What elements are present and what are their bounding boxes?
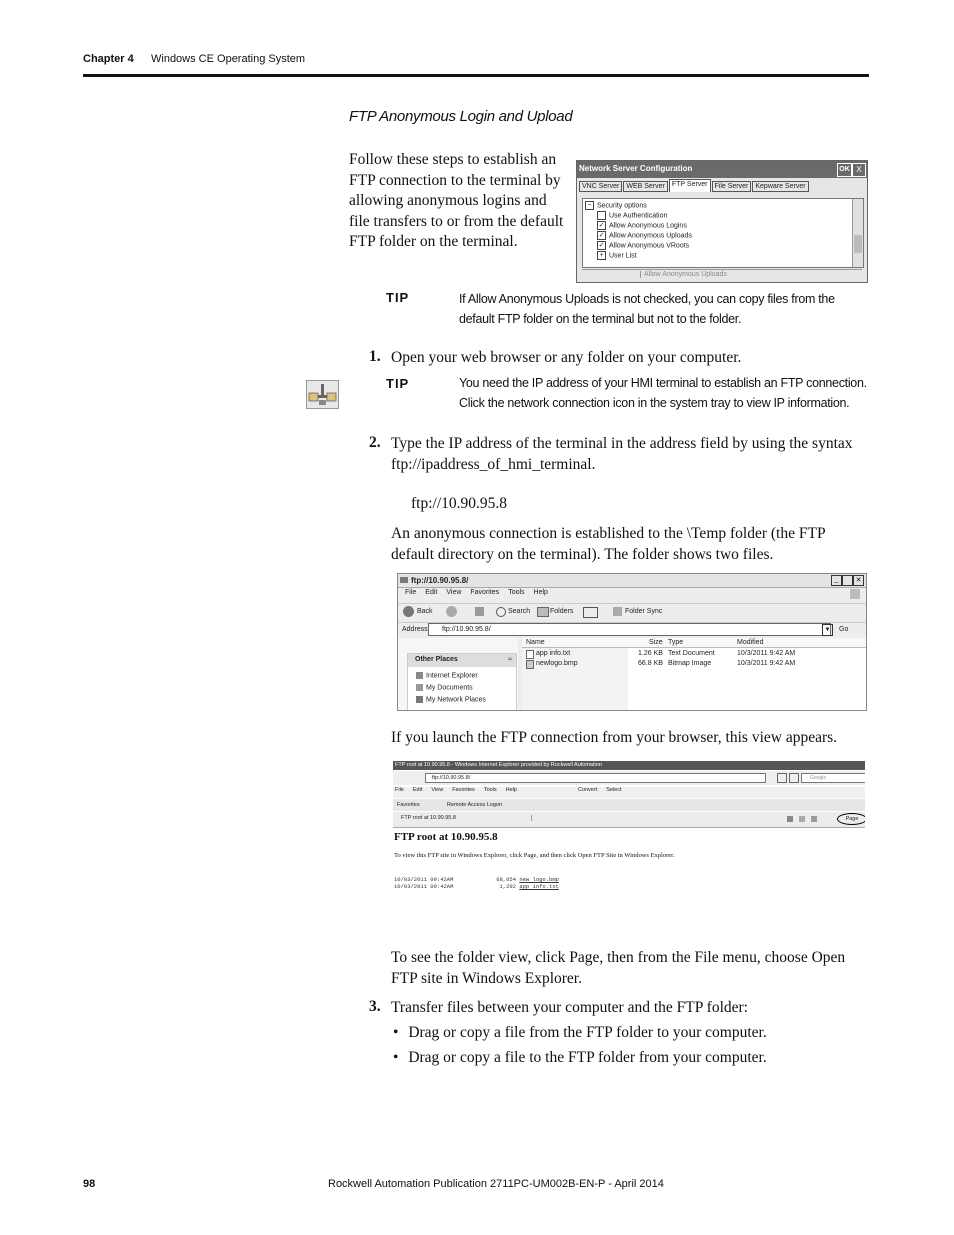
tree-anonymous-vroots: Allow Anonymous VRoots: [609, 242, 690, 250]
ie-select-button[interactable]: Select: [606, 787, 622, 793]
search-button[interactable]: Search: [508, 608, 531, 615]
ie-icon: [416, 672, 423, 679]
publication-info: Rockwell Automation Publication 2711PC-UM002B-EN-P - April 2014: [328, 1178, 664, 1190]
address-input[interactable]: ftp://10.90.95.8/: [428, 623, 831, 636]
windows-logo-icon: [850, 589, 860, 599]
ie-menu-tools[interactable]: Tools: [483, 787, 497, 793]
nsc-title: Network Server Configuration: [579, 164, 693, 173]
table-row[interactable]: [522, 659, 866, 669]
ie-address-input[interactable]: ftp://10.90.95.8/: [425, 773, 766, 783]
listing-row: [394, 876, 559, 883]
ie-menu-file[interactable]: File: [395, 787, 404, 793]
ie-feeds-icon[interactable]: [799, 816, 805, 822]
nsc-close-button[interactable]: X: [852, 163, 866, 177]
ie-remote-access-link[interactable]: Remote Access Logon: [447, 802, 503, 808]
nsc-title-bar: [577, 161, 867, 178]
column-type[interactable]: Type: [668, 639, 684, 646]
column-modified[interactable]: Modified: [737, 639, 764, 646]
explorer-title: ftp://10.90.95.8/: [411, 576, 469, 585]
file-size: 66.8 KB: [638, 660, 663, 667]
up-folder-icon[interactable]: [475, 607, 484, 616]
explorer-address-bar: [398, 623, 866, 637]
folders-icon[interactable]: [537, 607, 549, 617]
ie-menu-favorites[interactable]: Favorites: [452, 787, 475, 793]
step2-text: Type the IP address of the terminal in the address field by using the syntax ftp://ipaddress_of_hmi_terminal.: [391, 435, 853, 473]
other-places-panel: [407, 653, 517, 711]
page-number: 98: [83, 1178, 96, 1190]
nsc-options-tree: [582, 198, 864, 268]
ftp-example: ftp://10.90.95.8: [411, 495, 508, 512]
folder-view-paragraph: To see the folder view, click Page, then from the File menu, choose Open FTP site in Windows Explorer.: [391, 949, 846, 987]
place-internet-explorer[interactable]: Internet Explorer: [416, 672, 478, 679]
scroll-thumb[interactable]: [854, 235, 862, 253]
nsc-status-bar: [582, 269, 862, 280]
ie-search-input[interactable]: Google: [801, 773, 865, 783]
tip2-label: TIP: [386, 376, 410, 391]
tip1-label: TIP: [386, 290, 410, 305]
listing-date: 10/03/2011 09:42AM: [394, 876, 454, 883]
forward-arrow-icon[interactable]: [446, 606, 457, 617]
tree-anonymous-logins: Allow Anonymous Logins: [609, 222, 687, 230]
place-my-network-places[interactable]: My Network Places: [416, 696, 486, 703]
ie-menu-help[interactable]: Help: [505, 787, 517, 793]
file-name: newlogo.bmp: [536, 660, 578, 667]
network-server-config-window: [576, 160, 868, 283]
browser-view-paragraph: If you launch the FTP connection from your browser, this view appears.: [391, 729, 838, 746]
ie-menu-edit[interactable]: Edit: [412, 787, 423, 793]
menu-help[interactable]: Help: [533, 589, 548, 596]
file-size: 1.26 KB: [638, 650, 663, 657]
chapter-title: Windows CE Operating System: [151, 53, 306, 65]
minimize-button[interactable]: _: [831, 575, 842, 586]
ie-title-bar: [393, 761, 865, 770]
explorer-menu-bar: [398, 589, 866, 601]
ie-address-row: [393, 771, 865, 785]
ie-menu-bar: [393, 787, 865, 798]
file-name: app info.txt: [536, 650, 571, 657]
ie-menu-view[interactable]: View: [431, 787, 444, 793]
step1-number: 1.: [369, 348, 381, 365]
file-modified: 10/3/2011 9:42 AM: [737, 660, 796, 667]
back-button[interactable]: Back: [417, 608, 433, 615]
address-dropdown-icon[interactable]: ▼: [822, 624, 833, 636]
nsc-scrollbar[interactable]: [852, 199, 863, 267]
search-icon[interactable]: [496, 607, 506, 617]
step3-text: Transfer files between your computer and the FTP folder:: [391, 999, 748, 1016]
file-type: Text Document: [668, 650, 715, 657]
go-button[interactable]: Go: [839, 626, 849, 633]
tip2-text: You need the IP address of your HMI terminal to establish an FTP connection. Click the network connection icon in the system tray to view IP information.: [459, 376, 867, 410]
menu-file[interactable]: File: [405, 589, 417, 596]
ie-stop-icon[interactable]: [789, 773, 799, 783]
network-connection-icon: [306, 380, 339, 409]
expand-icon[interactable]: +: [597, 251, 606, 260]
use-authentication-checkbox[interactable]: [597, 211, 606, 220]
menu-edit[interactable]: Edit: [425, 589, 438, 596]
explorer-title-bar: [398, 574, 866, 588]
collapse-chevron-icon[interactable]: ≈: [508, 656, 512, 663]
menu-tools[interactable]: Tools: [508, 589, 525, 596]
tip1-text: If Allow Anonymous Uploads is not checked, you can copy files from the default FTP folder on the terminal but not to the folder.: [459, 292, 835, 326]
file-list-header: [522, 638, 866, 648]
tab-file-server[interactable]: File Server: [712, 181, 752, 192]
collapse-icon[interactable]: −: [585, 201, 594, 210]
explorer-toolbar: [398, 603, 866, 623]
anonymous-connection-paragraph: An anonymous connection is established to the \Temp folder (the FTP default directory on the terminal). The folder shows two files.: [391, 525, 825, 563]
bitmap-file-icon: [526, 660, 534, 669]
ie-page-button[interactable]: Page: [837, 813, 865, 825]
tab-ftp-server[interactable]: FTP Server: [669, 179, 711, 192]
ie-file-listing: [394, 876, 559, 890]
other-places-title: Other Places: [415, 656, 458, 663]
column-size[interactable]: Size: [649, 639, 663, 646]
header-rule: [83, 74, 869, 77]
ie-print-icon[interactable]: [811, 816, 817, 822]
tree-security-options: Security options: [597, 202, 647, 210]
text-file-icon: [526, 650, 534, 659]
tree-user-list: User List: [609, 252, 637, 260]
views-icon[interactable]: [583, 607, 598, 618]
listing-link[interactable]: new logo.bmp: [519, 876, 559, 883]
nsc-ok-button[interactable]: OK: [837, 163, 852, 177]
folder-sync-icon[interactable]: [613, 607, 622, 616]
tab-vnc-server[interactable]: VNC Server: [579, 181, 622, 192]
chapter-label: Chapter 4: [83, 53, 134, 65]
listing-size: 1,292: [499, 883, 516, 890]
anonymous-logins-checkbox[interactable]: ✓: [598, 222, 605, 229]
folder-sync-button[interactable]: Folder Sync: [625, 608, 663, 615]
anonymous-uploads-checkbox[interactable]: ✓: [598, 232, 605, 239]
file-modified: 10/3/2011 9:42 AM: [737, 650, 796, 657]
bullet-item: • Drag or copy a file to the FTP folder from your computer.: [393, 1049, 767, 1066]
ie-convert-button[interactable]: Convert: [577, 787, 598, 793]
step1-text: Open your web browser or any folder on your computer.: [391, 349, 742, 366]
folder-icon: [400, 577, 408, 583]
explorer-left-pane: [398, 638, 518, 710]
ie-favorites-button[interactable]: Favorites: [397, 802, 420, 808]
ie-tab[interactable]: FTP root at 10.90.95.8: [401, 815, 532, 821]
column-name[interactable]: Name: [526, 639, 545, 646]
ie-favorites-bar: [393, 799, 865, 811]
back-arrow-icon[interactable]: [403, 606, 414, 617]
ie-refresh-icon[interactable]: [777, 773, 787, 783]
step3-number: 3.: [369, 998, 381, 1015]
tab-kepware-server[interactable]: Kepware Server: [752, 181, 808, 192]
file-type: Bitmap Image: [668, 660, 712, 667]
bullet-item: • Drag or copy a file from the FTP folder to your computer.: [393, 1024, 767, 1041]
folders-button[interactable]: Folders: [550, 608, 574, 615]
anonymous-vroots-checkbox[interactable]: ✓: [598, 242, 605, 249]
explorer-file-list: [522, 638, 866, 710]
menu-favorites[interactable]: Favorites: [470, 589, 500, 596]
intro-paragraph: Follow these steps to establish an FTP connection to the terminal by allowing anonymous logins and file transfers to or from the default FTP folder on the terminal.: [349, 151, 564, 250]
tab-web-server[interactable]: WEB Server: [623, 181, 668, 192]
ie-title: FTP root at 10.90.95.8 - Windows Internet Explorer provided by Rockwell Automation: [395, 762, 602, 768]
place-my-documents[interactable]: My Documents: [416, 684, 473, 691]
ie-page-heading: FTP root at 10.90.95.8: [394, 831, 498, 843]
menu-view[interactable]: View: [446, 589, 462, 596]
listing-row: [394, 883, 559, 890]
maximize-button[interactable]: [842, 575, 853, 586]
listing-link[interactable]: app info.txt: [519, 883, 559, 890]
step2-number: 2.: [369, 434, 381, 451]
nsc-status-text: Allow Anonymous Uploads: [640, 271, 727, 278]
nsc-tabs: [579, 181, 809, 192]
ie-window: [393, 761, 865, 891]
tree-anonymous-uploads: Allow Anonymous Uploads: [609, 232, 692, 240]
listing-date: 10/03/2011 09:42AM: [394, 883, 454, 890]
section-heading: FTP Anonymous Login and Upload: [349, 108, 573, 125]
documents-icon: [416, 684, 423, 691]
table-row[interactable]: [522, 649, 866, 659]
ie-tab-bar: [393, 812, 865, 828]
listing-size: 68,654: [496, 876, 516, 883]
ie-explorer-note: To view this FTP site in Windows Explorer, click Page, and then click Open FTP Site in Windows Explorer.: [394, 852, 675, 859]
ie-home-icon[interactable]: [787, 816, 793, 822]
close-button[interactable]: ✕: [853, 575, 864, 586]
other-places-header[interactable]: [408, 654, 516, 667]
address-label: Address: [402, 626, 428, 633]
tree-use-authentication: Use Authentication: [609, 212, 668, 220]
explorer-window: [397, 573, 867, 711]
network-places-icon: [416, 696, 423, 703]
